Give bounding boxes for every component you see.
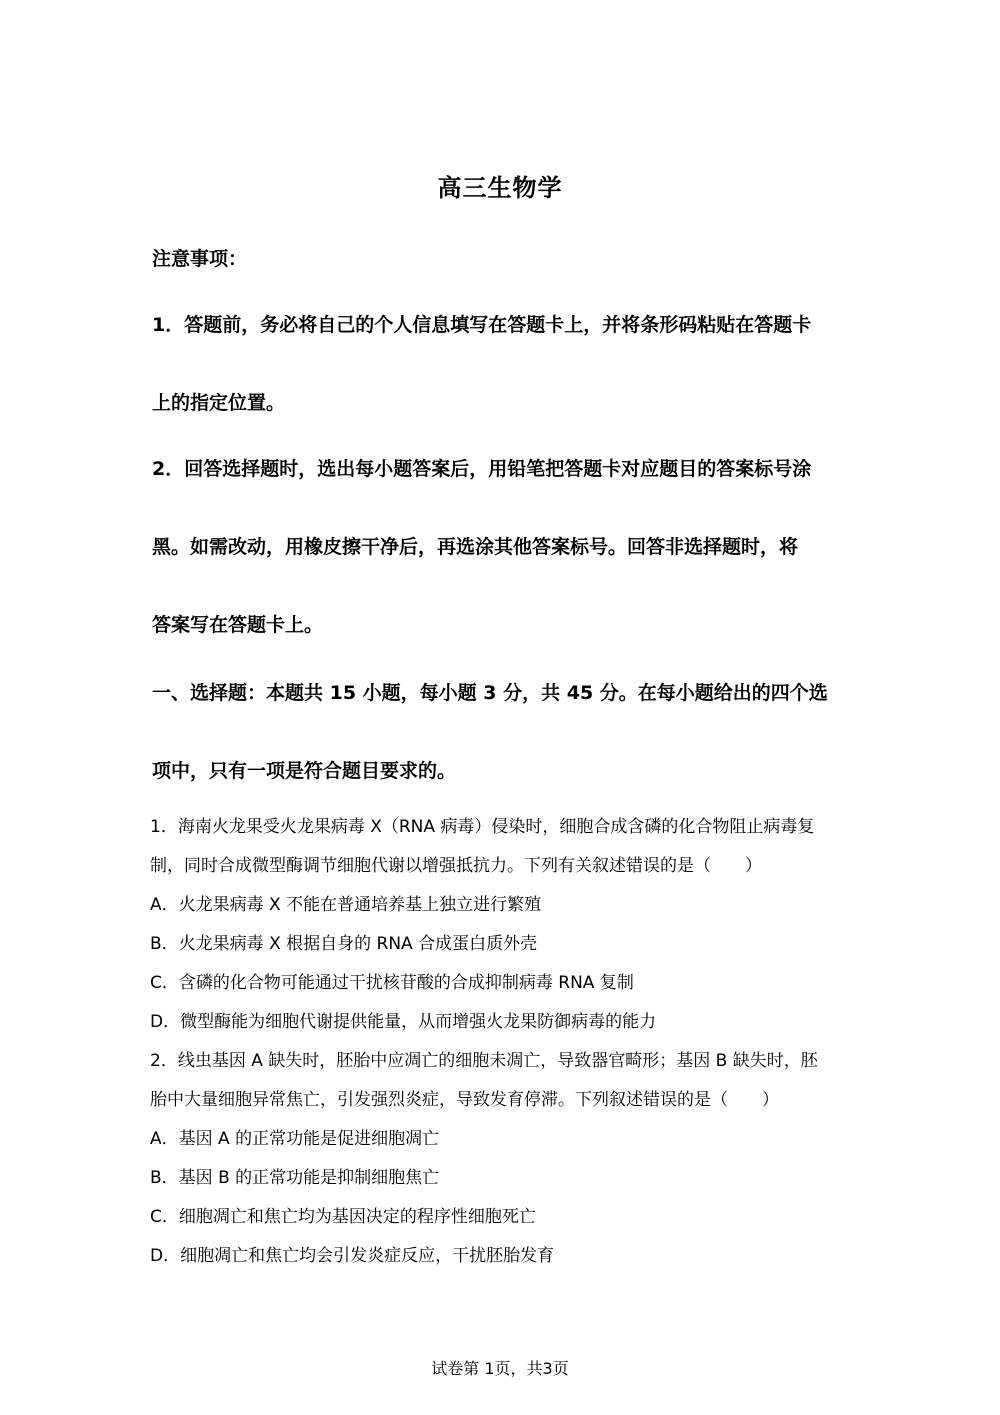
option-d: D．细胞凋亡和焦亡均会引发炎症反应，干扰胚胎发育 xyxy=(150,1246,555,1266)
section-heading-line: 项中，只有一项是符合题目要求的。 xyxy=(152,760,457,782)
notice-item-1-line: 上的指定位置。 xyxy=(152,392,286,414)
notice-item-2-line: 黑。如需改动，用橡皮擦干净后，再选涂其他答案标号。回答非选择题时，将 xyxy=(152,536,799,558)
question-stem-line: 2．线虫基因 A 缺失时，胚胎中应凋亡的细胞未凋亡，导致器官畸形；基因 B 缺失时，胚 xyxy=(150,1051,818,1071)
notice-item-1 xyxy=(152,286,852,442)
question-list xyxy=(150,812,850,1280)
option-b: B．基因 B 的正常功能是抑制细胞焦亡 xyxy=(150,1168,440,1188)
question-1 xyxy=(150,812,850,1046)
option-d: D．微型酶能为细胞代谢提供能量，从而增强火龙果防御病毒的能力 xyxy=(150,1012,657,1032)
question-2 xyxy=(150,1046,850,1280)
notice-item-1-line: 1．答题前，务必将自己的个人信息填写在答题卡上，并将条形码粘贴在答题卡 xyxy=(152,314,812,336)
page-footer: 试卷第 1页，共3页 xyxy=(431,1359,569,1378)
question-stem-line: 1．海南火龙果受火龙果病毒 X（RNA 病毒）侵染时，细胞合成含磷的化合物阻止病毒复 xyxy=(150,817,815,837)
option-c: C．含磷的化合物可能通过干扰核苷酸的合成抑制病毒 RNA 复制 xyxy=(150,973,634,993)
question-stem-line: 制，同时合成微型酶调节细胞代谢以增强抵抗力。下列有关叙述错误的是（ ） xyxy=(150,856,762,876)
notice-item-2-line: 2．回答选择题时，选出每小题答案后，用铅笔把答题卡对应题目的答案标号涂 xyxy=(152,458,812,480)
notice-item-2-line: 答案写在答题卡上。 xyxy=(152,614,324,636)
option-a: A．基因 A 的正常功能是促进细胞凋亡 xyxy=(150,1129,440,1149)
question-stem-line: 胎中大量细胞异常焦亡，引发强烈炎症，导致发育停滞。下列叙述错误的是（ ） xyxy=(150,1090,779,1110)
page-title: 高三生物学 xyxy=(437,174,563,202)
option-a: A．火龙果病毒 X 不能在普通培养基上独立进行繁殖 xyxy=(150,895,542,915)
section-heading xyxy=(152,654,852,810)
option-c: C．细胞凋亡和焦亡均为基因决定的程序性细胞死亡 xyxy=(150,1207,536,1227)
notice-heading: 注意事项： xyxy=(152,248,248,270)
notice-item-2 xyxy=(152,430,852,664)
section-heading-line: 一、选择题：本题共 15 小题，每小题 3 分，共 45 分。在每小题给出的四个选 xyxy=(152,682,828,704)
option-b: B．火龙果病毒 X 根据自身的 RNA 合成蛋白质外壳 xyxy=(150,934,538,954)
